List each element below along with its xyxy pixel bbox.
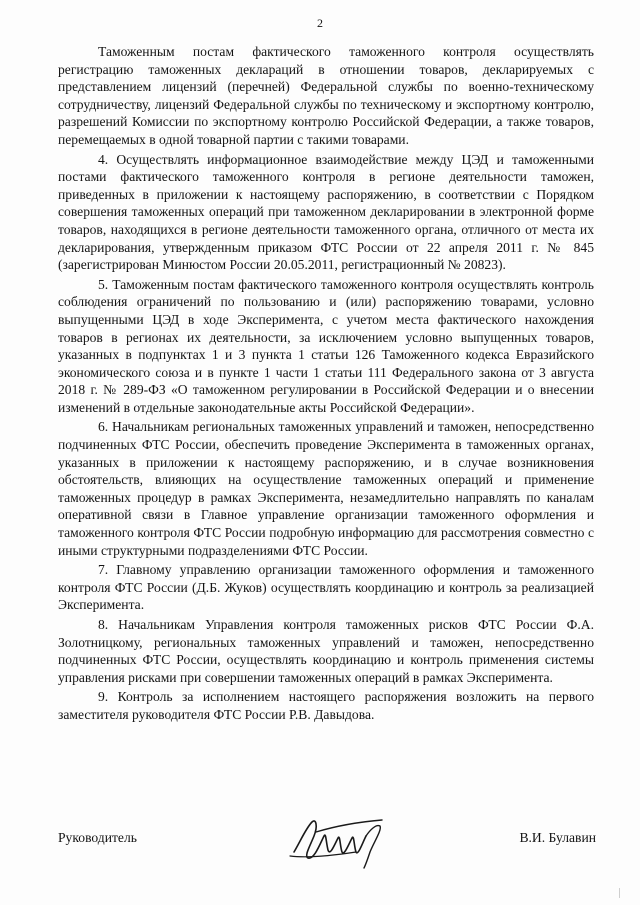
signature-block (58, 818, 596, 878)
handwritten-signature (286, 812, 396, 870)
paragraph-item-5: 5. Таможенным постам фактического таможенного контроля осуществлять контроль соблюдения ограничений по пользованию и (или) распоряжению товарами, условно выпущенными ЦЭД в ходе Эксперимента, с учетом места фактического нахождения товаров в регионах их деятельности, за исключением условно выпущенных товаров, указанных в подпунктах 1 и 3 пункта 1 статьи 126 Таможенного кодекса Евразийского экономического союза и в пункте 1 части 1 статьи 111 Федерального закона от 3 августа 2018 г. № 289-ФЗ «О таможенном регулировании в Российской Федерации и о внесении изменений в отдельные законодательные акты Российской Федерации». (58, 276, 594, 415)
paragraph-item-8: 8. Начальникам Управления контроля таможенных рисков ФТС России Ф.А. Золотницкому, региональных таможенных управлений и таможен, непосредственно подчиненных ФТС России, осуществлять координацию и контроль применения системы управления рисками при совершении таможенных операций в рамках Эксперимента. (58, 617, 594, 685)
paragraph-item-9: 9. Контроль за исполнением настоящего распоряжения возложить на первого заместителя руководителя ФТС России Р.В. Давыдова. (58, 689, 594, 722)
paragraph-item-6: 6. Начальникам региональных таможенных управлений и таможен, непосредственно подчиненных ФТС России, обеспечить проведение Эксперимента в таможенных органах, указанных в приложении к настоящему распоряжению, и в случае возникновения обстоятельств, влияющих на осуществление таможенных операций и применение таможенных процедур в рамках Эксперимента, незамедлительно направлять по каналам оперативной связи в Главное управление организации таможенного оформления и таможенного контроля ФТС России подробную информацию для рассмотрения совместно с иными структурными подразделениями ФТС России. (58, 419, 594, 558)
scan-edge-mark (619, 888, 620, 898)
paragraph-item-4: 4. Осуществлять информационное взаимодействие между ЦЭД и таможенными постами фактического таможенного контроля в регионе деятельности таможен, приведенных в приложении к настоящему распоряжению, в соответствии с Порядком совершения таможенных операций при таможенном декларировании в электронной форме товаров, находящихся в регионе деятельности таможенного органа, отличного от места их декларирования, утвержденным приказом ФТС России от 22 апреля 2011 г. № 845 (зарегистрирован Минюстом России 20.05.2011, регистрационный № 20823). (58, 151, 594, 273)
document-body (58, 43, 594, 726)
paragraph-continuation: Таможенным постам фактического таможенного контроля осуществлять регистрацию таможенных деклараций в отношении товаров, декларируемых с представлением лицензий (перечней) Федеральной службы по военно-техническому сотрудничеству, лицензий Федеральной службы по техническому и экспортному контролю, разрешений Комиссии по экспортному контролю Российской Федерации, а также товаров, перемещаемых в одной товарной партии с такими товарами. (58, 44, 594, 147)
signatory-title: Руководитель (58, 830, 137, 845)
page-number: 2 (317, 16, 323, 30)
signatory-name: В.И. Булавин (519, 830, 596, 845)
paragraph-item-7: 7. Главному управлению организации таможенного оформления и таможенного контроля ФТС России (Д.Б. Жуков) осуществлять координацию и контроль за реализацией Эксперимента. (58, 562, 594, 613)
